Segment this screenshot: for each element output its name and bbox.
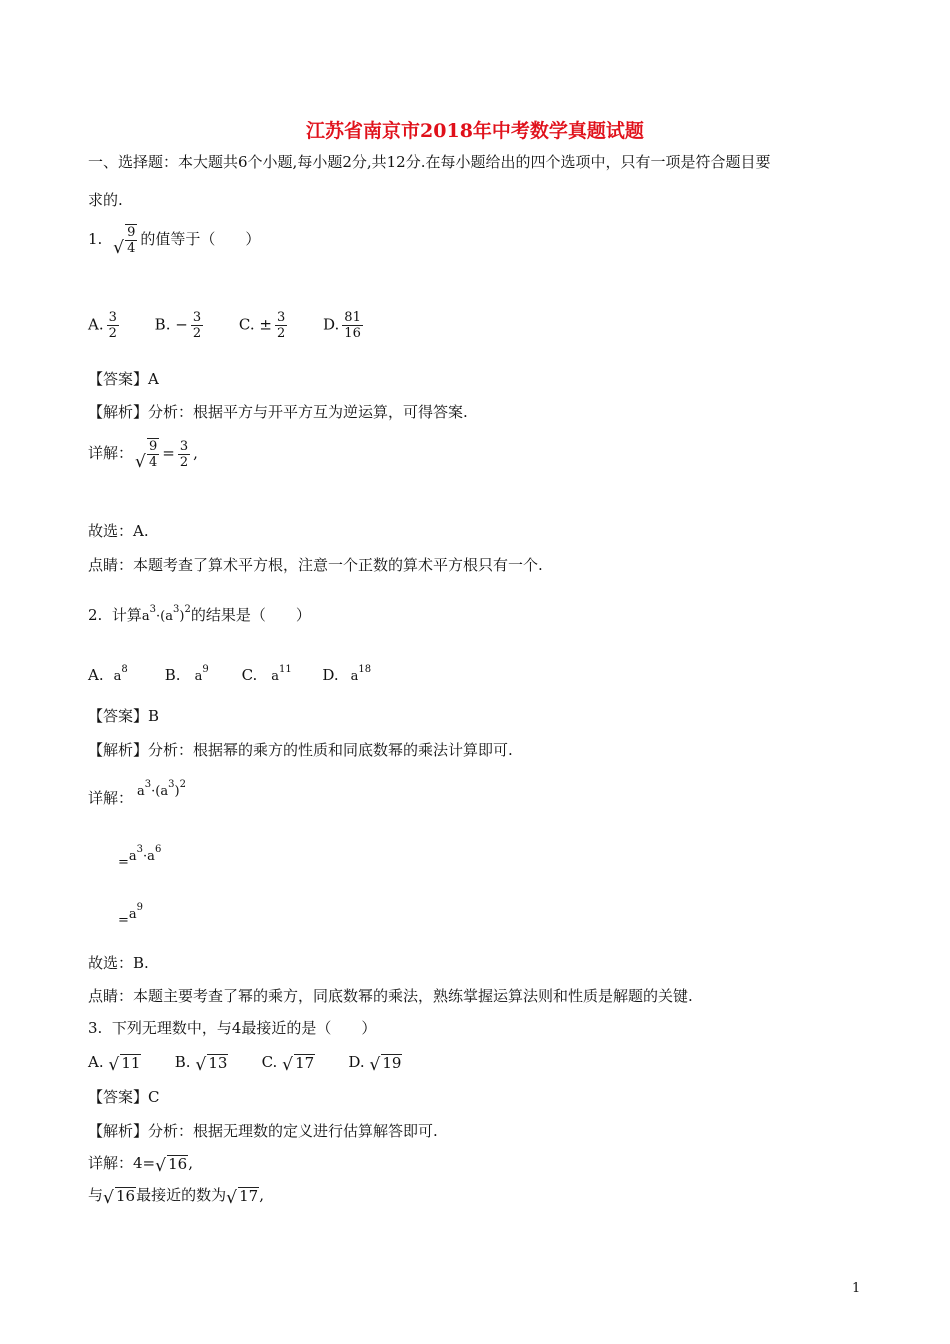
q2-detail: 详解： $a^3\cdot(a^3)^2$ (88, 779, 186, 807)
option-b[interactable]: B. √ 13 (174, 1053, 228, 1075)
question-number: 1. (88, 230, 103, 248)
sqrt-denominator: 4 (127, 241, 136, 256)
q2-answer: 【答案】B (88, 707, 160, 725)
q2-analysis: 【解析】分析：根据幂的乘方的性质和同底数幂的乘法计算即可. (88, 741, 513, 759)
question-1 (88, 224, 260, 256)
q1-detail: 详解： √ $\frac{9}{4}$ = $\frac{3}{2}$ , (88, 438, 198, 472)
question-stem: 的值等于（ ） (140, 230, 261, 248)
q3-analysis: 【解析】分析：根据无理数的定义进行估算解答即可. (88, 1122, 438, 1140)
q1-comment: 点睛：本题考查了算术平方根，注意一个正数的算术平方根只有一个. (88, 556, 543, 574)
q2-choice: 故选：B. (88, 954, 149, 972)
option-c[interactable]: C. √ 17 (261, 1053, 315, 1075)
power-expression: $a^3\cdot(a^3)^2$ (141, 604, 191, 624)
option-d[interactable]: D. √ 19 (348, 1053, 402, 1075)
option-b[interactable]: B. − $\frac{3}{2}$ (154, 310, 202, 341)
q3-answer: 【答案】C (88, 1088, 160, 1106)
q3-options (88, 1052, 402, 1073)
option-c[interactable]: C. $a^{11}$ (241, 664, 292, 684)
q2-comment: 点睛：本题主要考查了幂的乘方，同底数幂的乘法，熟练掌握运算法则和性质是解题的关键. (88, 987, 693, 1005)
q3-detail-2: 与 √ 16最接近的数为 √ 17, (88, 1186, 264, 1208)
q1-choice: 故选：A. (88, 522, 149, 540)
q2-step-1: $=a^3\cdot a^6$ (118, 844, 162, 870)
q2-options (88, 660, 371, 687)
sqrt-numerator: 9 (127, 225, 136, 240)
option-b[interactable]: B. $a^9$ (164, 664, 209, 684)
question-number: 3. (88, 1019, 103, 1037)
q3-detail-1: 详解：4= √ 16, (88, 1154, 194, 1176)
option-c[interactable]: C. ± $\frac{3}{2}$ (238, 310, 286, 341)
question-2: 2. 计算$a^3\cdot(a^3)^2$的结果是（ ） (88, 604, 311, 624)
q1-analysis: 【解析】分析：根据平方与开平方互为逆运算，可得答案. (88, 403, 468, 421)
q1-answer: 【答案】A (88, 370, 159, 388)
section-intro-cont: 求的. (88, 191, 123, 209)
option-d[interactable]: D. $a^{18}$ (322, 664, 372, 684)
option-a[interactable]: A. $\frac{3}{2}$ (88, 310, 117, 341)
page-title: 江苏省南京市2018年中考数学真题试题 (306, 120, 644, 142)
section-intro: 一、选择题：本大题共6个小题,每小题2分,共12分.在每小题给出的四个选项中，只有一项是符合题目要 (88, 153, 771, 171)
option-d[interactable]: D. $\frac{81}{16}$ (323, 310, 361, 341)
question-3: 3. 下列无理数中，与4最接近的是（ ） (88, 1019, 377, 1037)
q1-options (88, 310, 366, 350)
page-number: 1 (852, 1281, 861, 1296)
q2-step-2: $=a^9$ (118, 902, 144, 928)
sqrt-expression: √ $\frac{9}{4}$ (113, 225, 136, 258)
option-a[interactable]: A. $a^8$ (88, 664, 128, 684)
question-number: 2. (88, 606, 103, 624)
option-a[interactable]: A. √ 11 (88, 1053, 141, 1075)
